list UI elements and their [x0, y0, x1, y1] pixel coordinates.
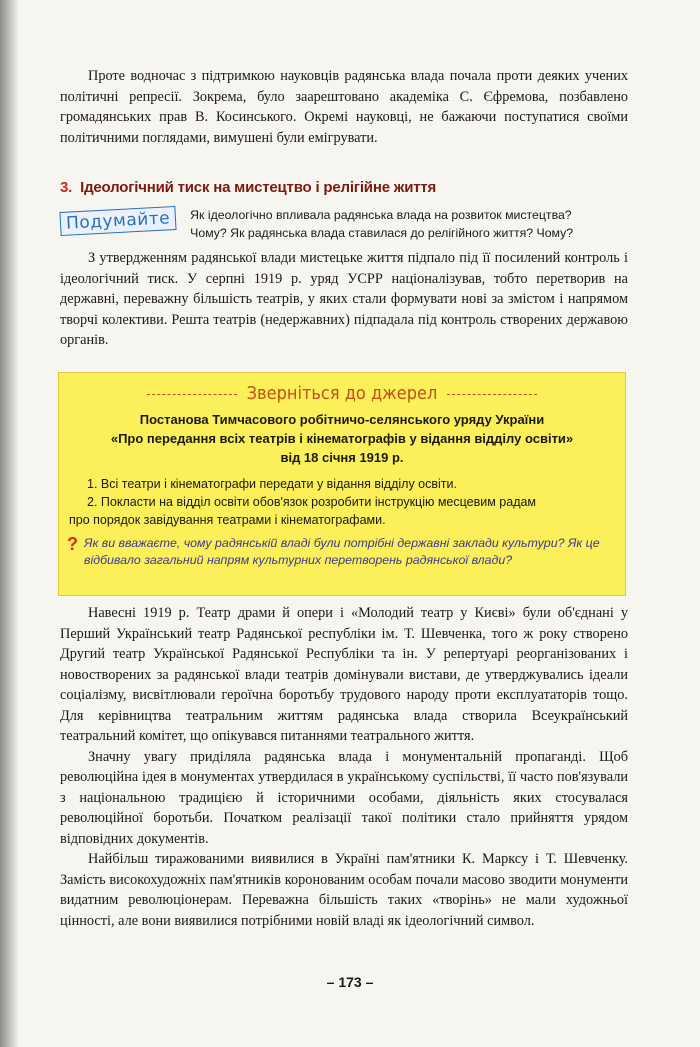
source-question-text: Як ви вважаєте, чому радянській владі були потрібні державні заклади культури? Як це відбивало загальний напрям культурних перетворень радянської влади? [84, 536, 600, 567]
document-title [59, 410, 625, 467]
section-heading [60, 174, 628, 200]
dashed-line-left [147, 394, 237, 395]
document-date: від 18 січня 1919 р. [280, 450, 404, 465]
page-number: – 173 – [326, 974, 374, 990]
document-title-line-2: «Про передання всіх театрів і кінематографів у відання відділу освіти» [110, 431, 574, 446]
book-binding-shadow [0, 0, 18, 1047]
document-title-line-1: Постанова Тимчасового робітничо-селянського уряду України [139, 412, 545, 427]
page-content [60, 66, 628, 351]
intro-paragraph: Проте водночас з підтримкою науковців радянська влада почала проти деяких учених політичні репресії. Зокрема, було заарештовано академіка С. Єфремова, позбавлено громадянських прав В. Косинського. Окремі науковці, не бажаючи поступатися своїми політичними поглядами, вимушені були емігрувати. [60, 68, 628, 146]
page-content-lower [60, 603, 628, 931]
section-title: Ідеологічний тиск на мистецтво і релігійне життя [80, 178, 437, 196]
dashed-line-right [447, 394, 537, 395]
body-paragraph-1: З утвердженням радянської влади мистецьке життя підпало під її посилений контроль і ідеологічний тиск. У серпні 1919 р. уряд УСРР націоналізував, тобто перетворив на державні, переважну більшість театрів, у яких стали формувати нові за змістом і напрямом творчі колективи. Решта театрів (недержавних) підпадала під контроль створених державою органів. [60, 250, 628, 348]
body-paragraph-2: Навесні 1919 р. Театр драми й опери і «Молодий театр у Києві» були об'єднані у Перший Український театр Радянської республіки ім. Т. Шевченка, того ж року створено Другий театр Української Радянської Республіки та ін. У репертуарі реорганізованих і новостворених за радянської влади театрів домінували вистави, де утверджувались ідеали соціалізму, висвітлювали героїчна боротьбу трудового народу проти експлуататорів тощо. Для керівництва театральним життям радянська влада створила Всеукраїнський театральний комітет, що опікувався питаннями театрального життя. [60, 605, 628, 744]
think-line-2: Чому? Як радянська влада ставилася до релігійного життя? Чому? [190, 226, 574, 240]
think-prompt [60, 204, 628, 242]
question-mark-icon: ? [67, 534, 78, 554]
document-item-1: 1. Всі театри і кінематографи передати у відання відділу освіти. [87, 477, 457, 491]
think-badge: Подумайте [59, 206, 176, 236]
document-item-2: 2. Покласти на відділ освіти обов'язок розробити інструкцію месцевим радам [87, 495, 537, 509]
body-paragraph-3: Значну увагу приділяла радянська влада і монументальній пропаганді. Щоб революційна ідея в монументах утвердилася в українському суспільстві, її часто пов'язували з національною традицією й історичними особами, діяльність яких стосувалася революційної боротьби. Початком реалізації такої політики стало прийняття урядом відповідних документів. [60, 748, 628, 847]
think-line-1: Як ідеологічно впливала радянська влада на розвиток мистецтва? [190, 208, 572, 222]
source-heading-text: Зверніться до джерел [246, 383, 438, 404]
document-item-2-continued: про порядок завідування театрами і кінематографами. [69, 513, 386, 527]
source-heading [59, 383, 625, 404]
think-questions [190, 204, 573, 242]
section-number: 3. [60, 178, 73, 196]
body-paragraph-4: Найбільш тиражованими виявилися в Україні пам'ятники К. Марксу і Т. Шевченку. Замість високохудожніх пам'ятників коронованим особам почали масово зводити монументи видатним революціонерам. Переважна більшість таких «творінь» не мали художньої цінності, але вони виявилися потрібними новій владі як ідеологічний символ. [60, 851, 628, 929]
document-items [59, 475, 625, 529]
source-box [58, 372, 626, 596]
source-question [59, 535, 625, 569]
